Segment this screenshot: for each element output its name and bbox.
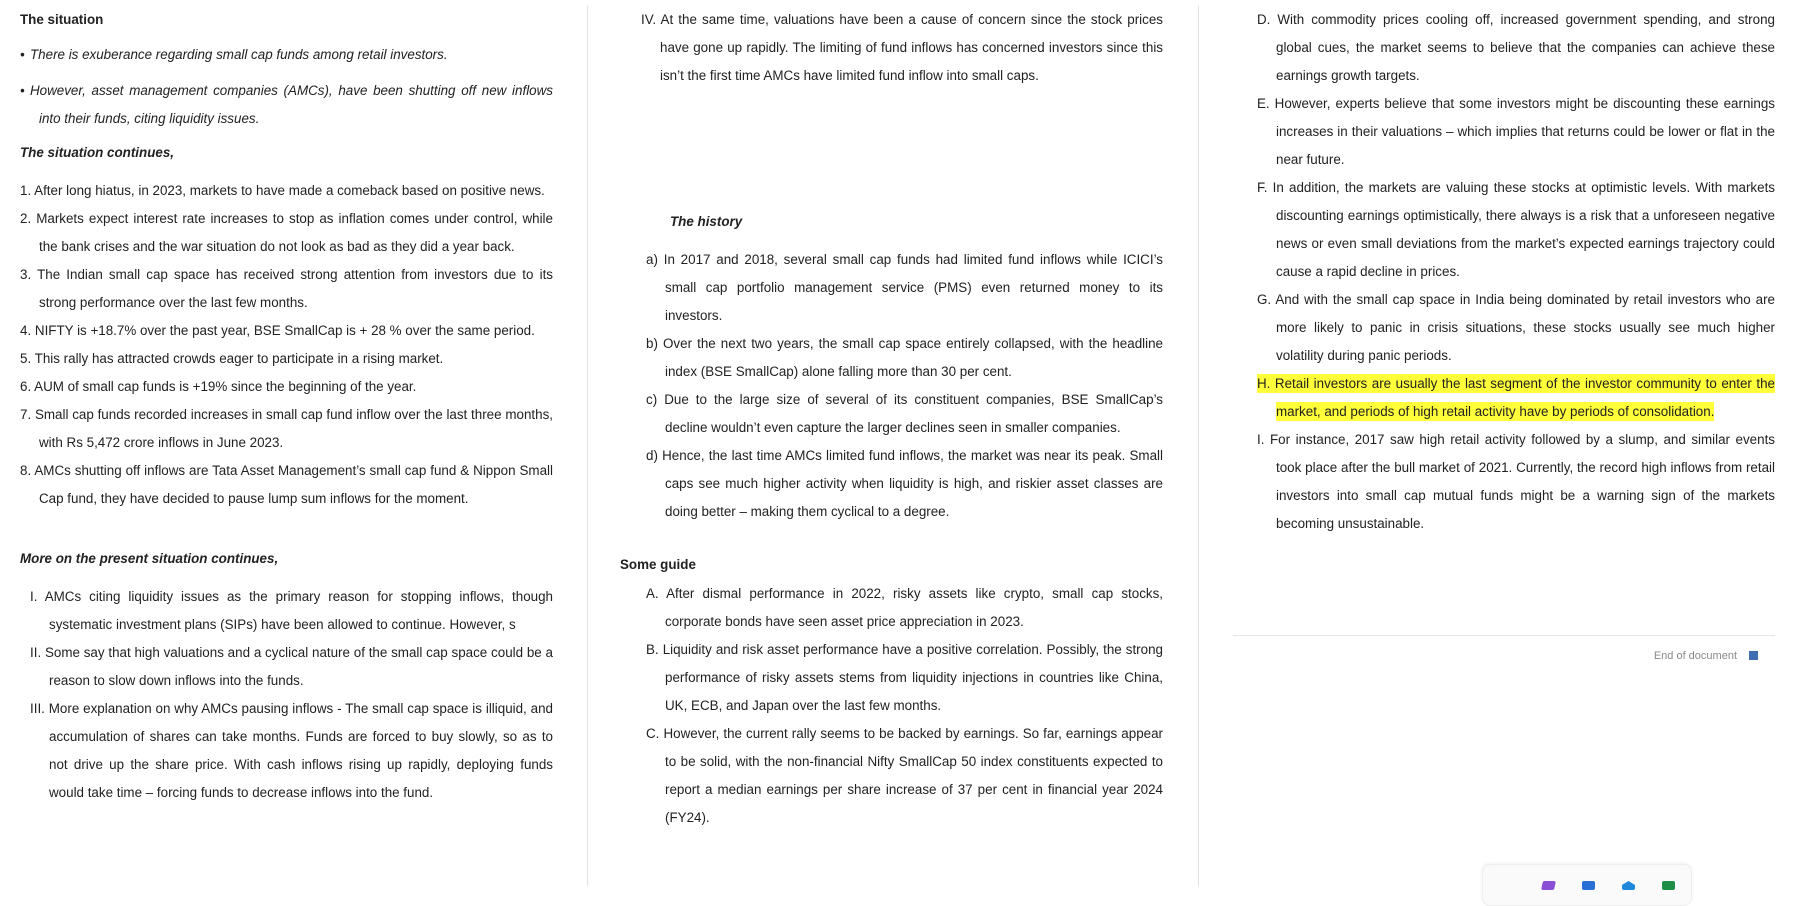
list-item: 7. Small cap funds recorded increases in small cap fund inflow over the last three months, with Rs 5,472 crore inflows in June 2023. xyxy=(20,407,553,450)
highlighted-list-item xyxy=(1257,370,1775,426)
list-item: IV. At the same time, valuations have been a cause of concern since the stock prices have gone up rapidly. The limiting of fund inflows has concerned investors since this isn’t the first time AMCs have limited fund inflow into small caps. xyxy=(641,12,1163,83)
bullet-marker: • xyxy=(20,83,25,98)
list-item: F. In addition, the markets are valuing these stocks at optimistic levels. With markets discounting earnings optimistically, there always is a risk that a unforeseen negative news or even small deviations from the market’s expected earnings trajectory could cause a rapid decline in prices. xyxy=(1257,180,1775,279)
section-heading-continues: The situation continues, xyxy=(20,145,174,160)
list-item: 6. AUM of small cap funds is +19% since the beginning of the year. xyxy=(20,379,417,394)
list-item: 1. After long hiatus, in 2023, markets to have made a comeback based on positive news. xyxy=(20,183,545,198)
list-item: 5. This rally has attracted crowds eager to participate in a rising market. xyxy=(20,351,444,366)
list-item: • There is exuberance regarding small cap funds among retail investors. xyxy=(20,41,553,69)
list-item: 4. NIFTY is +18.7% over the past year, BSE SmallCap is + 28 % over the same period. xyxy=(20,323,535,338)
list-item: C. However, the current rally seems to be backed by earnings. So far, earnings appear to be solid, with the non-financial Nifty SmallCap 50 index constituents expected to report a median earnings per share increase of 37 per cent in financial year 2024 (FY24). xyxy=(646,726,1163,825)
list-item: B. Liquidity and risk asset performance have a positive correlation. Possibly, the strong performance of risky assets stems from liquidity injections in countries like China, UK, ECB, and Japan over the last few months. xyxy=(646,642,1163,713)
highlight: H. Retail investors are usually the last segment of the investor community to enter the market, and periods of high retail activity have by periods of consolidation. xyxy=(1257,376,1775,419)
list-item: d) Hence, the last time AMCs limited fund inflows, the market was near its peak. Small caps see much higher activity when liquidity is high, and riskier asset classes are doing better – making them cyclical to a degree. xyxy=(646,448,1163,519)
list-item: 2. Markets expect interest rate increases to stop as inflation comes under control, while the bank crises and the war situation do not look as bad as they did a year back. xyxy=(20,211,553,254)
list-item: • However, asset management companies (AMCs), have been shutting off new inflows into their funds, citing liquidity issues. xyxy=(20,77,553,133)
list-item: I. AMCs citing liquidity issues as the primary reason for stopping inflows, though systematic investment plans (SIPs) have been allowed to continue. However, s xyxy=(30,589,554,632)
section-heading-guide: Some guide xyxy=(620,557,696,572)
end-of-document-label: End of document xyxy=(1653,650,1737,662)
list-item: E. However, experts believe that some investors might be discounting these earnings increases in their valuations – which implies that returns could be lower or flat in the near future. xyxy=(1257,96,1775,167)
list-item: I. For instance, 2017 saw high retail activity followed by a slump, and similar events took place after the bull market of 2021. Currently, the record high inflows from retail investors into small cap mutual funds might be a warning sign of the markets becoming unsustainable. xyxy=(1257,432,1775,531)
column-3 xyxy=(1238,6,1775,886)
home-app-icon[interactable] xyxy=(1622,881,1635,890)
list-item: a) In 2017 and 2018, several small cap funds had limited fund inflows while ICICI’s small cap portfolio management service (PMS) even returned money to its investors. xyxy=(646,252,1163,323)
excel-app-icon[interactable] xyxy=(1662,881,1675,890)
bullet-marker: • xyxy=(20,47,25,62)
column-1 xyxy=(20,6,553,886)
section-heading-history: The history xyxy=(670,214,743,229)
list-item: 8. AMCs shutting off inflows are Tata Asset Management’s small cap fund & Nippon Small Cap fund, they have decided to pause lump sum inflows for the moment. xyxy=(20,463,553,506)
onenote-app-icon[interactable] xyxy=(1541,881,1556,890)
footer-divider xyxy=(1233,635,1775,636)
list-item: II. Some say that high valuations and a cyclical nature of the small cap space could be a reason to slow down inflows into the funds. xyxy=(30,645,553,688)
end-marker-icon xyxy=(1749,651,1758,660)
list-item: c) Due to the large size of several of its constituent companies, BSE SmallCap’s decline wouldn’t even capture the larger declines seen in smaller companies. xyxy=(646,392,1163,435)
section-heading-more: More on the present situation continues, xyxy=(20,551,279,566)
list-item: A. After dismal performance in 2022, risky assets like crypto, small cap stocks, corporate bonds have seen asset price appreciation in 2023. xyxy=(646,586,1163,629)
list-item: G. And with the small cap space in India being dominated by retail investors who are more likely to panic in crisis situations, these stocks usually see much higher volatility during panic periods. xyxy=(1257,292,1775,363)
column-2 xyxy=(620,6,1163,886)
app-tray xyxy=(1482,864,1692,906)
section-heading-situation: The situation xyxy=(20,12,104,27)
list-item: D. With commodity prices cooling off, increased government spending, and strong global cues, the market seems to believe that the companies can achieve these earnings growth targets. xyxy=(1257,12,1775,83)
word-app-icon[interactable] xyxy=(1582,881,1595,890)
end-of-document xyxy=(1654,646,1758,666)
list-item: b) Over the next two years, the small cap space entirely collapsed, with the headline index (BSE SmallCap) alone falling more than 30 per cent. xyxy=(646,336,1163,379)
column-divider xyxy=(1198,6,1199,886)
list-item: 3. The Indian small cap space has received strong attention from investors due to its strong performance over the last few months. xyxy=(20,267,553,310)
column-divider xyxy=(587,6,588,886)
list-item: III. More explanation on why AMCs pausing inflows - The small cap space is illiquid, and accumulation of shares can take months. Funds are forced to buy slowly, so as to not drive up the share price. With cash inflows rising up rapidly, deploying funds would take time – forcing funds to decrease inflows into the fund. xyxy=(30,701,553,800)
